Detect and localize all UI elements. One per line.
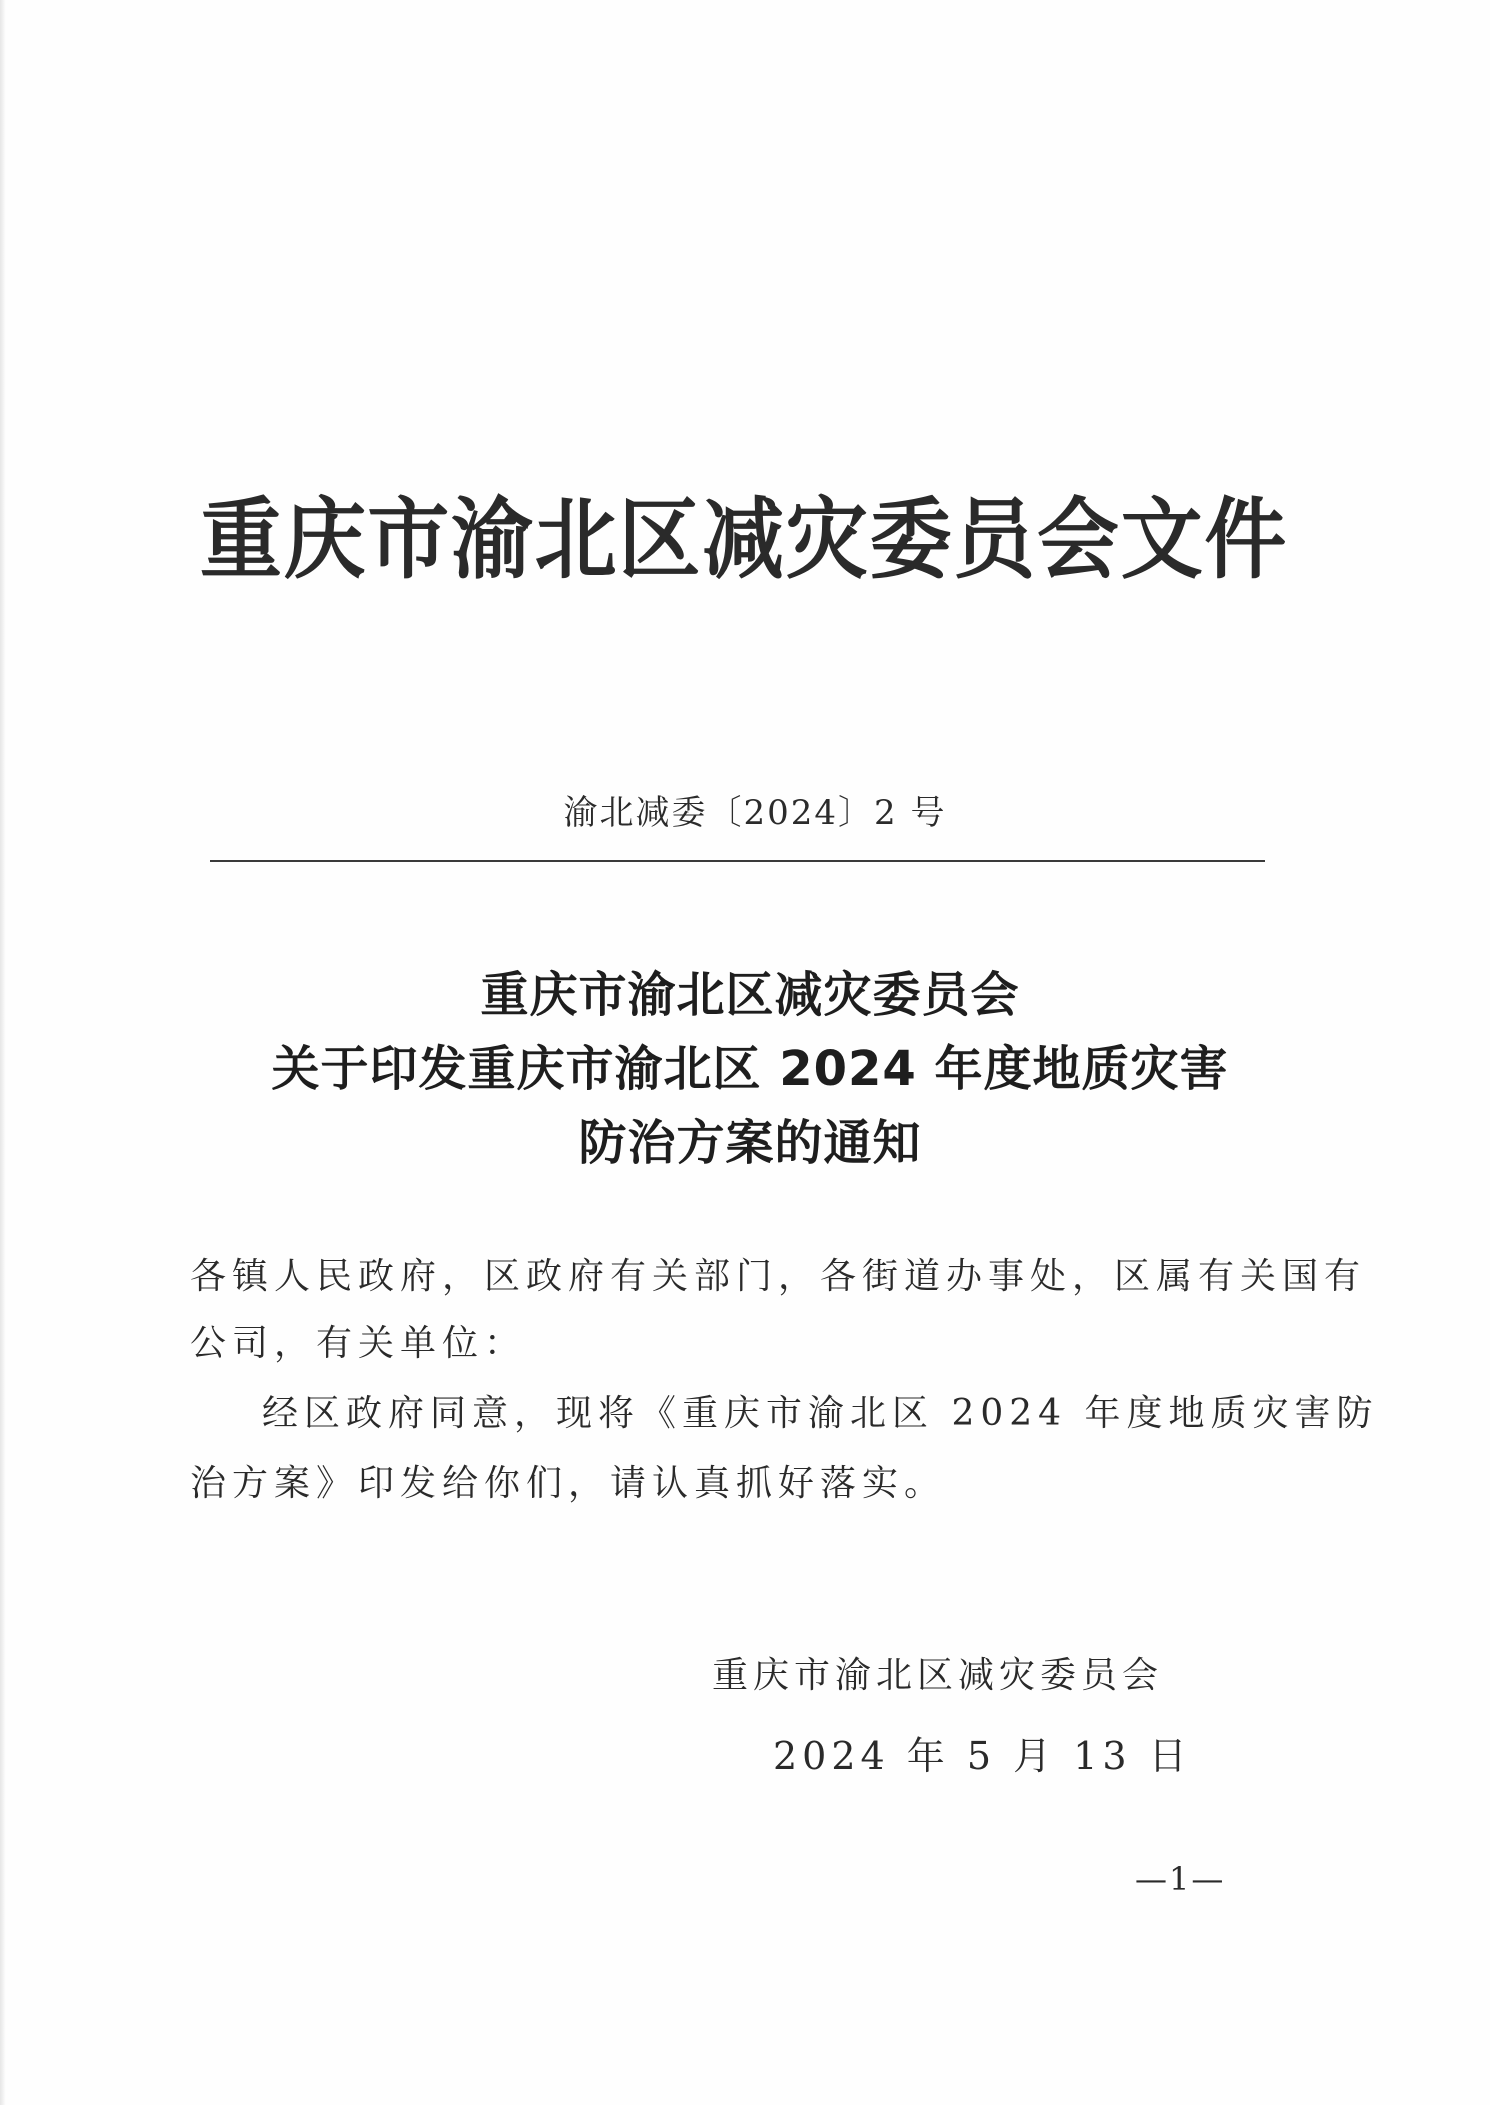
- page-edge-shadow: [0, 0, 6, 2105]
- signature-organization: 重庆市渝北区减灾委员会: [712, 1655, 1164, 1696]
- body-paragraph-line-1: 经区政府同意，现将《重庆市渝北区 2024 年度地质灾害防: [262, 1393, 1379, 1434]
- page-number: —1—: [1135, 1860, 1226, 1898]
- notice-title: [180, 958, 1320, 1180]
- notice-title-line-1: 重庆市渝北区减灾委员会: [480, 967, 1020, 1023]
- notice-title-line-2: 关于印发重庆市渝北区 2024 年度地质灾害: [271, 1041, 1229, 1097]
- document-header-title: 重庆市渝北区减灾委员会文件: [200, 488, 1289, 591]
- body-paragraph-line-2: 治方案》印发给你们，请认真抓好落实。: [190, 1463, 947, 1504]
- addressee-line-1: 各镇人民政府，区政府有关部门，各街道办事处，区属有关国有: [190, 1256, 1367, 1297]
- signature-date: 2024 年 5 月 13 日: [773, 1734, 1192, 1778]
- document-number: 渝北减委〔2024〕2 号: [563, 793, 947, 833]
- header-divider: [210, 860, 1265, 862]
- addressee-line-2: 公司，有关单位：: [190, 1323, 527, 1364]
- notice-title-line-3: 防治方案的通知: [578, 1115, 922, 1171]
